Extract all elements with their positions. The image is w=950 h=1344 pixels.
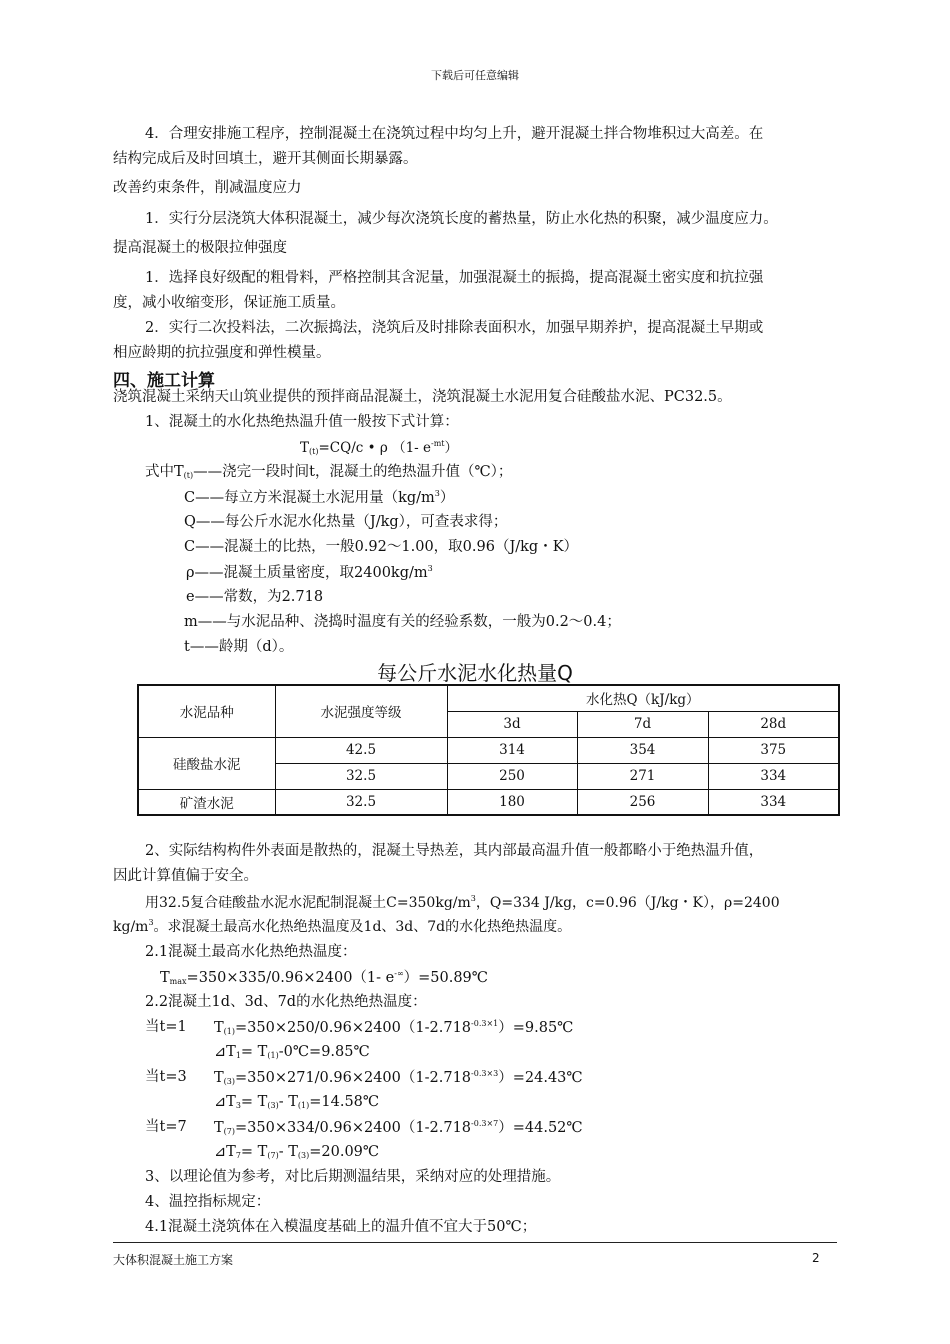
table-title: 每公斤水泥水化热量Q: [377, 661, 573, 685]
formula-d7: $⊿T_7= T_{(7)}-$ $T_{(3)}=20.09℃$: [214, 1144, 380, 1160]
table-cell: 334: [708, 763, 839, 789]
definition-rho: ρ——混凝土质量密度，取$2400kg/m^3$: [186, 564, 433, 581]
subheading: 改善约束条件，削减温度应力: [113, 180, 302, 196]
header-cell: 水化热Q（kJ/kg）: [447, 685, 839, 711]
table-cell: 256: [577, 789, 708, 815]
subheading: 提高混凝土的极限拉伸强度: [113, 240, 287, 256]
formula-d1: $⊿T_1=$ $T_{(1)}-0℃=9.85℃$: [214, 1044, 370, 1060]
paragraph-line: 度，减小收缩变形，保证施工质量。: [113, 295, 345, 311]
footer-title: 大体积混凝土施工方案: [113, 1253, 234, 1267]
header-cell: 28d: [708, 711, 839, 737]
paragraph-line: 3、以理论值为参考，对比后期测温结果，采纳对应的处理措施。: [145, 1169, 561, 1185]
page-number: 2: [812, 1251, 820, 1265]
header-cell: 水泥强度等级: [275, 685, 447, 737]
formula-t7: $T_{(7)}=350\times 334/0.96\times 2400(1-2.718^{-0.3\times 7})=44.52℃$: [214, 1119, 583, 1136]
formula-t1: $T_{(1)}=350\times 250/0.96\times 2400(1-2.718^{-0.3\times 1})=9.85℃$: [214, 1019, 574, 1036]
heat-table: [137, 684, 840, 816]
paragraph-line: 1．实行分层浇筑大体积混凝土，减少每次浇筑长度的蓄热量，防止水化热的积聚，减少温度应力。: [145, 211, 778, 227]
formula-d3: $⊿T_3= T_{(3)}-$ $T_{(1)}=14.58℃$: [214, 1094, 380, 1110]
paragraph-line: 4.1混凝土浇筑体在入模温度基础上的温升值不宜大于50℃；: [145, 1219, 537, 1235]
paragraph-line: 用32.5复合硅酸盐水泥水泥配制混凝土$C=350kg/m^3$，Q=334 J/kg，c=0.96（J/kg・K），ρ=2400: [145, 894, 780, 911]
header-cell: 水泥品种: [138, 685, 275, 737]
definition-e: e——常数，为2.718: [186, 589, 324, 605]
case-label: 当t=3: [145, 1069, 187, 1085]
paragraph-line: 相应龄期的抗拉强度和弹性模量。: [113, 345, 331, 361]
paragraph-line: 1．选择良好级配的粗骨料，严格控制其含泥量，加强混凝土的振捣，提高混凝土密实度和抗拉强: [145, 270, 764, 286]
formula: $T_{(t)}=CQ/c$ • ρ （1- $e^{-mt}$）: [300, 439, 459, 456]
definition-t-age: t——龄期（d）。: [184, 639, 294, 655]
definition-m: m——与水泥品种、浇捣时温度有关的经验系数，一般为0.2～0.4；: [184, 614, 621, 630]
header-note: 下载后可任意编辑: [431, 69, 519, 82]
formula-t3: $T_{(3)}=350\times 271/0.96\times 2400(1-2.718^{-0.3\times 3})=24.43℃$: [214, 1069, 583, 1086]
table-cell: 375: [708, 737, 839, 763]
table-cell: 354: [577, 737, 708, 763]
case-label: 当t=7: [145, 1119, 187, 1135]
paragraph-line: 结构完成后及时回填土，避开其侧面长期暴露。: [113, 151, 418, 167]
header-cell: 3d: [447, 711, 577, 737]
paragraph-line: 4、温控指标规定：: [145, 1194, 271, 1210]
case-label: 当t=1: [145, 1019, 187, 1035]
subsection: 2.1混凝土最高水化热绝热温度：: [145, 944, 357, 960]
paragraph-line: 因此计算值偏于安全。: [113, 868, 258, 884]
definition-c2: C——混凝土的比热，一般0.92～1.00，取0.96（J/kg・K）: [184, 539, 579, 555]
paragraph-line: 浇筑混凝土采纳天山筑业提供的预拌商品混凝土，浇筑混凝土水泥用复合硅酸盐水泥、PC32.5。: [113, 389, 732, 405]
section-title: 四、施工计算: [113, 371, 215, 391]
table-cell: 314: [447, 737, 577, 763]
table-cell: 180: [447, 789, 577, 815]
formula-tmax: $T_{max}=350\times 335/0.96\times 2400(1-$ e-∞）=50.89℃: [160, 969, 488, 986]
definition-q: Q——每公斤水泥水化热量（J/kg），可查表求得；: [184, 514, 508, 530]
table-cell: 250: [447, 763, 577, 789]
table-cell: 硅酸盐水泥: [138, 737, 275, 789]
definition-c: C——每立方米混凝土水泥用量$(kg/m^3)$: [184, 489, 455, 506]
footer-rule: [113, 1242, 837, 1243]
header-cell: 7d: [577, 711, 708, 737]
table-cell: 334: [708, 789, 839, 815]
table-cell: 271: [577, 763, 708, 789]
paragraph-line: 4．合理安排施工程序，控制混凝土在浇筑过程中均匀上升，避开混凝土拌合物堆积过大高差。在: [145, 126, 764, 142]
definition-t: 式中$T_{(t)}——$浇完一段时间t，混凝土的绝热温升值（℃）；: [145, 464, 513, 480]
table-cell: 32.5: [275, 789, 447, 815]
paragraph-line: 2．实行二次投料法，二次振捣法，浇筑后及时排除表面积水，加强早期养护，提高混凝土早期或: [145, 320, 764, 336]
table-cell: 矿渣水泥: [138, 789, 275, 815]
paragraph-line: 2、实际结构构件外表面是散热的，混凝土导热差，其内部最高温升值一般都略小于绝热温升值，: [145, 843, 764, 859]
paragraph-line: $kg/m^3$。求混凝土最高水化热绝热温度及1d、3d、7d的水化热绝热温度。: [113, 918, 572, 935]
table-cell: 32.5: [275, 763, 447, 789]
subsection: 2.2混凝土1d、3d、7d的水化热绝热温度：: [145, 994, 427, 1010]
paragraph-line: 1、混凝土的水化热绝热温升值一般按下式计算：: [145, 414, 459, 430]
table-cell: 42.5: [275, 737, 447, 763]
